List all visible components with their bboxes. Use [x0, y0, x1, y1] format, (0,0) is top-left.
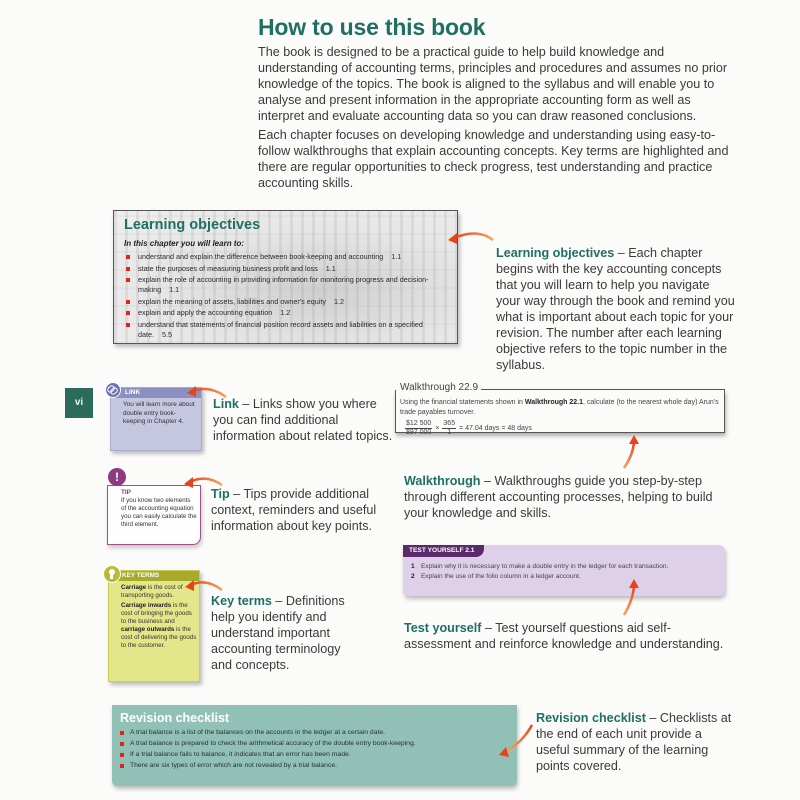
- bullet-square-icon: [120, 731, 124, 735]
- key-terms-header-label: KEY TERMS: [122, 572, 160, 579]
- list-item: [120, 738, 509, 749]
- walkthrough-title: Walkthrough 22.9: [400, 382, 481, 393]
- walkthrough-top-rule: [465, 389, 725, 390]
- calculation-result: = 47.04 days = 48 days: [459, 425, 532, 432]
- exclamation-icon: !: [108, 468, 126, 486]
- checklist-text: A trial balance is prepared to check the arithmetical accuracy of the double entry book-keeping.: [130, 740, 416, 747]
- walkthrough-text: [400, 398, 722, 418]
- bullet-square-icon: [126, 267, 130, 271]
- checklist-text: There are six types of error which are not revealed by a trial balance.: [130, 762, 338, 769]
- test-yourself-questions: [411, 562, 668, 582]
- objective-text: state the purposes of measuring business profit and loss: [138, 263, 318, 273]
- revision-checklist-list: [120, 727, 509, 771]
- link-header-label: LINK: [125, 389, 141, 396]
- list-item: [411, 572, 668, 582]
- learning-objectives-list: [124, 252, 447, 340]
- walkthrough-text-part: , calculate (to the nearest whole day) Arun's trade payables turnover.: [400, 399, 719, 416]
- definition-text: is the cost of transporting goods.: [121, 584, 183, 599]
- feature-label: Learning objectives: [496, 246, 615, 260]
- bullet-square-icon: [126, 311, 130, 315]
- tip-sample: [107, 485, 201, 545]
- list-item: [120, 749, 509, 760]
- link-header: [111, 388, 201, 398]
- key-term: Carriage inwards: [121, 602, 172, 609]
- walkthrough-reference: Walkthrough 22.1: [524, 399, 583, 406]
- revision-checklist-description: [536, 710, 736, 774]
- learning-objectives-description: [496, 245, 736, 373]
- test-yourself-sample: [403, 545, 725, 596]
- walkthrough-text-part: Using the financial statements shown in: [400, 399, 525, 406]
- list-item: [120, 760, 509, 771]
- key-terms-header: [109, 571, 199, 581]
- revision-checklist-title: Revision checklist: [120, 711, 230, 725]
- key-term-definition: [121, 602, 197, 650]
- feature-description: – Each chapter begins with the key accounting concepts that you will learn to help you navigate your way through the book and remind you what is important about each topic for your revision. The number after each learning objective refers to the topic number in the syllabus.: [496, 246, 735, 372]
- key-term: Carriage: [121, 584, 147, 591]
- list-item: [124, 275, 447, 295]
- feature-label: Link: [213, 397, 239, 411]
- bullet-square-icon: [120, 753, 124, 757]
- bullet-square-icon: [126, 300, 130, 304]
- list-item: [124, 264, 447, 274]
- tip-header: TIP: [121, 489, 131, 496]
- feature-label: Tip: [211, 487, 230, 501]
- bullet-square-icon: [120, 742, 124, 746]
- topic-number: 1.1: [325, 263, 336, 273]
- list-item: [124, 308, 447, 318]
- definition-text: is the cost of bringing the goods to the business and: [121, 602, 192, 625]
- question-number: 2: [411, 573, 415, 580]
- page-title: How to use this book: [258, 14, 486, 40]
- learning-objectives-subtitle: In this chapter you will learn to:: [124, 239, 245, 248]
- topic-number: 1.2: [280, 308, 291, 318]
- test-yourself-description: [404, 620, 734, 652]
- list-item: [411, 562, 668, 572]
- tip-text: If you know two elements of the accounting equation you can easily calculate the third element.: [121, 497, 197, 528]
- objective-text: explain and apply the accounting equation: [138, 308, 273, 318]
- numerator: $12 500: [406, 420, 432, 427]
- learning-objectives-sample: [113, 210, 458, 344]
- page-number-tab: vi: [65, 388, 93, 418]
- list-item: [124, 320, 447, 340]
- tip-description: [211, 486, 391, 534]
- intro-paragraph-1: The book is designed to be a practical guide to help build knowledge and understanding of accounting terms, principles and procedures and assumes no prior knowledge of the topics. The book is aligned to the syllabus and will enable you to analyse and present information in the appropriate accounting form as well as interpret and evaluate accounting data so you can draw reasoned conclusions.: [258, 45, 728, 123]
- topic-number: 5.5: [162, 329, 172, 339]
- list-item: [120, 727, 509, 738]
- key-terms-description: [211, 593, 361, 673]
- link-text: You will learn more about double entry book-keeping in Chapter 4.: [123, 401, 195, 425]
- denominator: 1: [447, 429, 452, 436]
- feature-description: – Tips provide additional context, reminders and useful information about key points.: [211, 487, 377, 533]
- test-yourself-header: TEST YOURSELF 2.1: [403, 545, 484, 557]
- key-term-definition: [121, 584, 197, 600]
- objective-text: explain the meaning of assets, liabilities and owner's equity: [138, 296, 326, 306]
- bullet-square-icon: [126, 255, 130, 259]
- list-item: [124, 252, 447, 262]
- walkthrough-calculation: [405, 420, 532, 437]
- feature-description: – Test yourself questions aid self-assessment and reinforce knowledge and understanding.: [404, 621, 724, 651]
- multiply-sign: ×: [435, 425, 440, 432]
- key-term: carriage outwards: [121, 626, 175, 633]
- walkthrough-description: [404, 473, 734, 521]
- feature-label: Key terms: [211, 594, 272, 608]
- topic-number: 1.2: [333, 296, 344, 306]
- learning-objectives-title: Learning objectives: [124, 217, 261, 233]
- denominator: $97 000: [406, 429, 432, 436]
- chain-link-icon: [105, 382, 121, 398]
- feature-description: – Definitions help you identify and understand important accounting terminology and concepts.: [211, 594, 345, 672]
- objective-text: understand that statements of financial position record assets and liabilities on a specified date.: [138, 319, 423, 339]
- feature-label: Revision checklist: [536, 711, 646, 725]
- keyhole-icon: [103, 565, 121, 583]
- definition-text: is the cost of delivering the goods to the customer.: [121, 626, 197, 649]
- link-sample: [110, 387, 202, 451]
- objective-text: understand and explain the difference between book-keeping and accounting: [138, 252, 384, 261]
- fraction: [405, 420, 432, 437]
- revision-checklist-sample: [112, 705, 517, 786]
- feature-description: – Checklists at the end of each unit provide a useful summary of the learning points covered.: [536, 711, 732, 773]
- bullet-square-icon: [126, 278, 130, 282]
- bullet-square-icon: [120, 764, 124, 768]
- list-item: [124, 297, 447, 307]
- objective-text: explain the role of accounting in providing information for monitoring progress and decision-making: [138, 275, 429, 295]
- topic-number: 1.1: [391, 252, 402, 261]
- key-terms-sample: [108, 570, 200, 682]
- numerator: 365: [443, 420, 456, 427]
- link-description: [213, 396, 393, 444]
- key-terms-text: [121, 584, 197, 652]
- bullet-square-icon: [126, 323, 130, 327]
- feature-label: Walkthrough: [404, 474, 481, 488]
- topic-number: 1.1: [169, 285, 180, 295]
- feature-label: Test yourself: [404, 621, 482, 635]
- fraction: [442, 420, 456, 437]
- checklist-text: A trial balance is a list of the balances on the accounts in the ledger at a certain date.: [130, 729, 386, 736]
- question-text: Explain why it is necessary to make a double entry in the ledger for each transaction.: [421, 563, 669, 570]
- question-number: 1: [411, 563, 415, 570]
- question-text: Explain the use of the folio column in a ledger account.: [421, 573, 581, 580]
- feature-description: – Links show you where you can find additional information about related topics.: [213, 397, 393, 443]
- feature-description: – Walkthroughs guide you step-by-step through different accounting processes, helping to build your knowledge and skills.: [404, 474, 713, 520]
- intro-paragraph-2: Each chapter focuses on developing knowledge and understanding using easy-to-follow walkthroughs that explain accounting concepts. Key terms are highlighted and there are regular opportunities to check progress, test understanding and practice accounting skills.: [258, 128, 729, 190]
- checklist-text: If a trial balance fails to balance, it indicates that an error has been made.: [130, 751, 351, 758]
